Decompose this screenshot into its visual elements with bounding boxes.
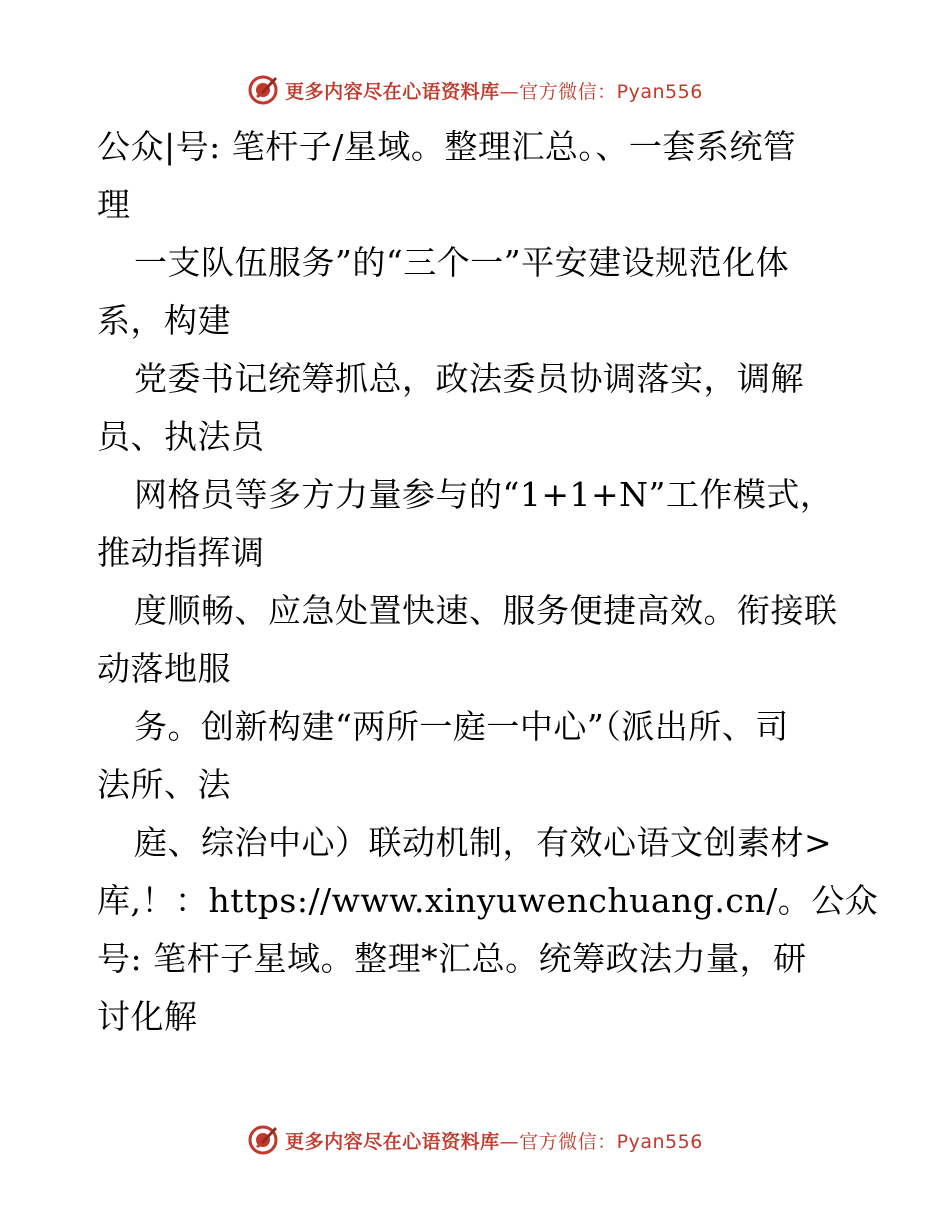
body-line: 网格员等多方力量参与的“1+1+N”工作模式， [134, 475, 834, 514]
footer-banner-text: 更多内容尽在心语资料库—官方微信：Pyan556 [285, 1130, 703, 1153]
body-line: 员、执法员 [97, 417, 265, 456]
document-body [97, 118, 879, 1046]
body-line: 公众|号: 笔杆子/星域。整理汇总。、一套系统管 [97, 127, 797, 166]
body-line: 务。创新构建“两所一庭一中心”（派出所、司 [134, 707, 789, 746]
footer-banner [0, 1120, 950, 1160]
body-line: 法所、法 [97, 765, 231, 804]
body-line: 一支队伍服务”的“三个一”平安建设规范化体 [134, 243, 790, 282]
header-banner-text: 更多内容尽在心语资料库—官方微信：Pyan556 [285, 80, 703, 103]
body-line: 理 [97, 185, 131, 224]
quill-seal-logo-icon [247, 1124, 279, 1156]
body-line: 度顺畅、应急处置快速、服务便捷高效。衔接联 [134, 591, 838, 630]
body-line: 讨化解 [97, 997, 198, 1036]
body-line: 党委书记统筹抓总，政法委员协调落实，调解 [134, 359, 804, 398]
quill-seal-logo-icon [247, 74, 279, 106]
body-line: 号: 笔杆子星域。整理*汇总。统筹政法力量，研 [97, 939, 807, 978]
body-line: 库,！：https://www.xinyuwenchuang.cn/。公众 [97, 881, 879, 920]
body-line: 推动指挥调 [97, 533, 265, 572]
header-banner [0, 70, 950, 110]
body-line: 庭、综治中心）联动机制，有效心语文创素材> [134, 823, 833, 862]
body-line: 动落地服 [97, 649, 231, 688]
body-line: 系，构建 [97, 301, 231, 340]
